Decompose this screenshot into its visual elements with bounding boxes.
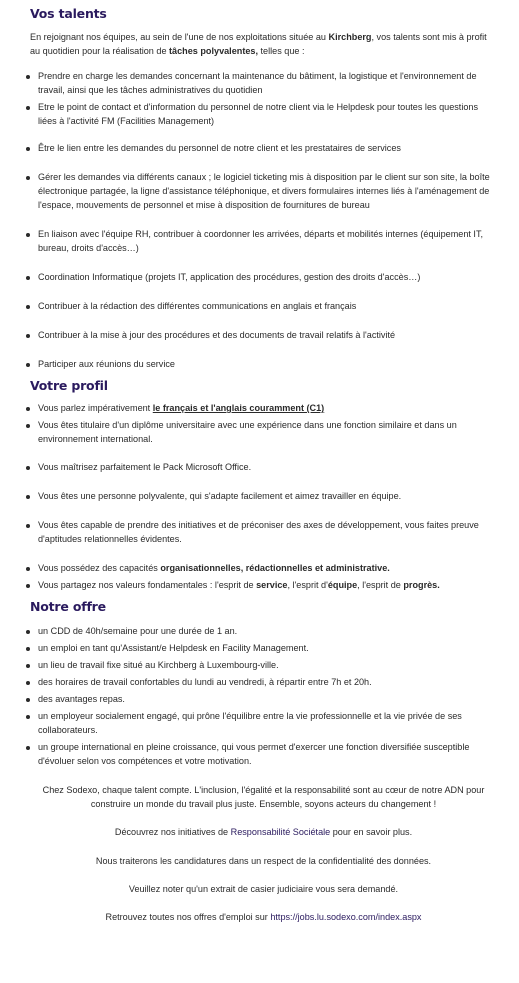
- intro-tasks: tâches polyvalentes,: [169, 46, 258, 56]
- list-item: Contribuer à la mise à jour des procédures et des documents de travail relatifs à l'activité: [30, 328, 497, 342]
- inclusion-statement: Chez Sodexo, chaque talent compte. L'inclusion, l'égalité et la responsabilité sont au cœur de notre ADN pour construire un monde du travail plus juste. Ensemble, soyons acteurs du changement !: [42, 785, 485, 809]
- value-progres: progrès.: [403, 580, 440, 590]
- jobs-text: Retrouvez toutes nos offres d'emploi sur: [105, 912, 271, 922]
- language-requirement: le français et l'anglais couramment (C1): [152, 403, 325, 413]
- list-item: un groupe international en pleine croissance, qui vous permet d'exercer une fonction diversifiée susceptible d'évoluer selon vos compétences et votre motivation.: [30, 740, 497, 768]
- rse-text: pour en savoir plus.: [330, 827, 413, 837]
- list-item: [30, 578, 497, 592]
- profil-list: [30, 401, 497, 592]
- offre-list: [30, 624, 497, 768]
- list-item: un CDD de 40h/semaine pour une durée de 1 an.: [30, 624, 497, 638]
- list-item: un employeur socialement engagé, qui prône l'équilibre entre la vie professionnelle et la vie privée de ses collaborateurs.: [30, 709, 497, 737]
- item-text: Vous possédez des capacités: [38, 563, 161, 573]
- item-text: , l'esprit de: [357, 580, 404, 590]
- list-item: Gérer les demandes via différents canaux ; le logiciel ticketing mis à disposition par le client sur son site, la boîte électronique partagée, la ligne d'assistance téléphonique, et divers formulaires internes liés à l'aménagement de l'espace, mouvements de personnel et mise à disposition de fournitures de bureau: [30, 170, 497, 212]
- list-item: Etre le point de contact et d'information du personnel de notre client via le Helpdesk pour toutes les questions liées à l'activité FM (Facilities Management): [30, 100, 497, 128]
- talents-list: [30, 69, 497, 371]
- value-service: service: [256, 580, 288, 590]
- item-text: Vous parlez impérativement: [38, 403, 153, 413]
- intro-text: , vos talents sont mis à profit au quotidien pour la réalisation de: [30, 32, 487, 56]
- criminal-record-note: Veuillez noter qu'un extrait de casier judiciaire vous sera demandé.: [128, 884, 399, 894]
- jobs-paragraph: [30, 910, 497, 924]
- item-text: , l'esprit d': [287, 580, 328, 590]
- list-item: des horaires de travail confortables du lundi au vendredi, à répartir entre 7h et 20h.: [30, 675, 497, 689]
- rse-link[interactable]: Responsabilité Sociétale: [230, 827, 331, 837]
- list-item: Vous maîtrisez parfaitement le Pack Microsoft Office.: [30, 460, 497, 474]
- section-heading-offre: Notre offre: [30, 599, 106, 614]
- confidentiality-note: Nous traiterons les candidatures dans un respect de la confidentialité des données.: [95, 856, 432, 866]
- list-item: un emploi en tant qu'Assistant/e Helpdesk en Facility Management.: [30, 641, 497, 655]
- list-item: un lieu de travail fixe situé au Kirchberg à Luxembourg-ville.: [30, 658, 497, 672]
- list-item: Coordination Informatique (projets IT, application des procédures, gestion des droits d'accès…): [30, 270, 497, 284]
- jobs-link[interactable]: https://jobs.lu.sodexo.com/index.aspx: [270, 912, 422, 922]
- list-item: [30, 561, 497, 575]
- intro-location: Kirchberg: [328, 32, 372, 42]
- list-item: En liaison avec l'équipe RH, contribuer à coordonner les arrivées, départs et mobilités internes (équipement IT, bureau, droits d'accès…): [30, 227, 497, 255]
- list-item: Participer aux réunions du service: [30, 357, 497, 371]
- talents-intro: [30, 30, 497, 58]
- intro-text: En rejoignant nos équipes, au sein de l'une de nos exploitations située au: [30, 32, 329, 42]
- list-item: Vous êtes capable de prendre des initiatives et de préconiser des axes de développement, vous faites preuve d'aptitudes relationnelles évidentes.: [30, 518, 497, 546]
- list-item: des avantages repas.: [30, 692, 497, 706]
- list-item: Vous êtes titulaire d'un diplôme universitaire avec une expérience dans une fonction similaire et dans un environnement international.: [30, 418, 497, 446]
- list-item: Contribuer à la rédaction des différentes communications en anglais et français: [30, 299, 497, 313]
- rse-paragraph: [30, 825, 497, 839]
- rse-text: Découvrez nos initiatives de: [114, 827, 231, 837]
- list-item: Être le lien entre les demandes du personnel de notre client et les prestataires de services: [30, 141, 497, 155]
- value-equipe: équipe: [327, 580, 358, 590]
- list-item: Vous êtes une personne polyvalente, qui s'adapte facilement et aimez travailler en équipe.: [30, 489, 497, 503]
- section-heading-talents: Vos talents: [30, 6, 107, 21]
- skills-bold: organisationnelles, rédactionnelles et administrative.: [160, 563, 390, 573]
- list-item: [30, 401, 497, 415]
- intro-text: telles que :: [258, 46, 305, 56]
- section-heading-profil: Votre profil: [30, 378, 108, 393]
- item-text: Vous partagez nos valeurs fondamentales : l'esprit de: [38, 580, 257, 590]
- list-item: Prendre en charge les demandes concernant la maintenance du bâtiment, la logistique et l'environnement de travail, ainsi que les tâches administratives du quotidien: [30, 69, 497, 97]
